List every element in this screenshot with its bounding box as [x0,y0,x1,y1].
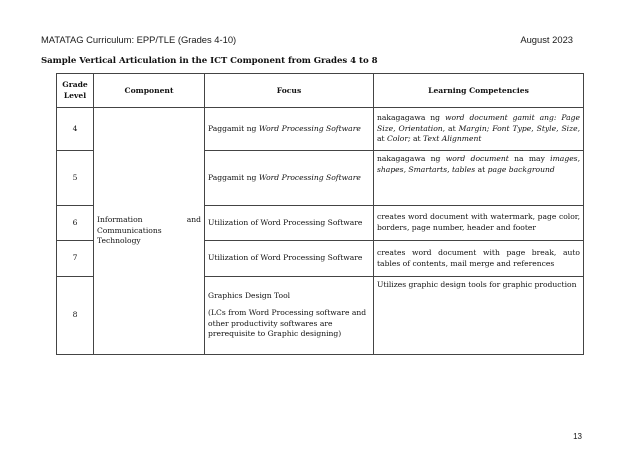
focus-cell [205,151,374,206]
competency-italic-segment: Color; [387,134,411,144]
competency-italic-segment: word document [445,154,509,163]
competency-cell [374,108,584,151]
document-title: Sample Vertical Articulation in the ICT Component from Grades 4 to 8 [41,56,378,66]
component-cell: Information and Communications Technology [94,108,205,355]
focus-text: Paggamit ng [208,123,259,133]
competency-text-segment: na may [508,154,551,163]
header-grade-level [57,74,94,108]
competency-text-segment: at [410,134,423,144]
competency-text-segment: at [445,123,459,133]
competency-text-segment: nakagagawa ng [377,154,446,163]
grade-cell: 5 [57,151,94,206]
competency-cell: creates word document with page break, auto tables of contents, mail merge and references [374,241,584,277]
focus-italic-text: Word Processing Software [258,172,361,182]
competency-rich-text [377,154,580,174]
competency-cell [374,151,584,206]
competency-italic-segment: word document gamit ang: Page Size, Orientation, [377,113,580,133]
curriculum-header-text: MATATAG Curriculum: EPP/TLE (Grades 4-10) [41,33,237,45]
competency-text-segment: at [475,164,488,174]
date-header-text: August 2023 [520,33,573,45]
focus-cell [205,108,374,151]
focus-cell: Utilization of Word Processing Software [205,206,374,241]
page-header [41,32,573,46]
table-header-row [57,74,584,108]
competency-text-segment: at [377,134,387,144]
competency-italic-segment: Text Alignment [423,134,482,144]
focus-text: Paggamit ng [208,172,259,182]
competency-rich-text [377,113,580,143]
competency-italic-segment: page background [487,164,555,174]
competency-cell: creates word document with watermark, page color, borders, page number, header and footer [374,206,584,241]
competency-italic-segment: Margin; Font Type, Style, Size, [458,123,580,133]
articulation-table [56,73,584,355]
focus-italic-text: Word Processing Software [258,123,361,133]
header-learning-competencies: Learning Competencies [374,74,584,108]
grade-cell: 6 [57,206,94,241]
competency-italic-segment: images, shapes, Smartarts, tables [377,154,580,174]
header-grade-line2: Level [63,91,87,100]
focus-note-text: (LCs from Word Processing software and other productivity softwares are prerequisite to Graphic designing) [208,307,367,339]
header-focus: Focus [205,74,374,108]
focus-cell: Utilization of Word Processing Software [205,241,374,277]
header-grade-line1: Grade [62,80,88,90]
grade-cell: 4 [57,108,94,151]
focus-text: Graphics Design Tool [208,291,291,301]
grade-cell: 8 [57,277,94,355]
competency-text-segment: nakagagawa ng [377,113,445,123]
table-row [57,108,584,151]
header-component: Component [94,74,205,108]
focus-cell [205,277,374,355]
competency-cell: Utilizes graphic design tools for graphic production [374,277,584,355]
page-number: 13 [573,432,582,441]
grade-cell: 7 [57,241,94,277]
